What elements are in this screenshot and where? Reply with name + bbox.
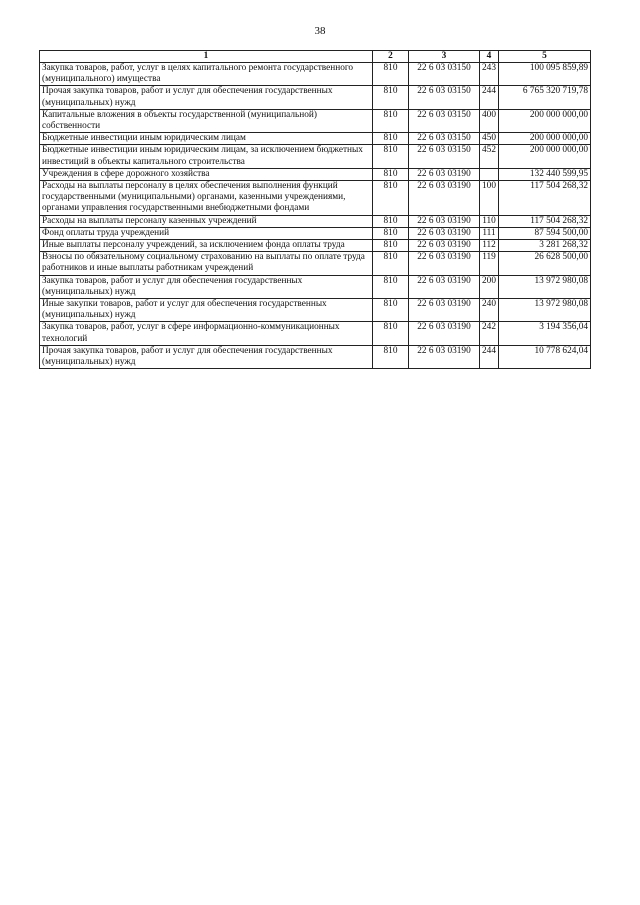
table-row xyxy=(40,275,591,298)
target-article-cell: 22 6 03 03190 xyxy=(409,322,480,345)
amount-cell: 200 000 000,00 xyxy=(499,133,591,145)
ministry-code-cell: 810 xyxy=(373,322,409,345)
header-col-2: 2 xyxy=(373,51,409,63)
expense-type-cell: 240 xyxy=(480,299,499,322)
expense-type-cell: 452 xyxy=(480,145,499,168)
ministry-code-cell: 810 xyxy=(373,168,409,180)
target-article-cell: 22 6 03 03190 xyxy=(409,168,480,180)
table-row xyxy=(40,227,591,239)
page-number: 38 xyxy=(314,25,326,37)
amount-cell: 200 000 000,00 xyxy=(499,145,591,168)
ministry-code-cell: 810 xyxy=(373,63,409,86)
name-cell: Иные закупки товаров, работ и услуг для обеспечения государственных (муниципальных) нужд xyxy=(40,299,373,322)
table-row xyxy=(40,252,591,275)
amount-cell: 100 095 859,89 xyxy=(499,63,591,86)
name-cell: Закупка товаров, работ и услуг для обеспечения государственных (муниципальных) нужд xyxy=(40,275,373,298)
ministry-code-cell: 810 xyxy=(373,345,409,368)
name-cell: Прочая закупка товаров, работ и услуг для обеспечения государственных (муниципальных) нужд xyxy=(40,345,373,368)
table-row xyxy=(40,240,591,252)
header-row xyxy=(40,51,591,63)
table-row xyxy=(40,322,591,345)
target-article-cell: 22 6 03 03190 xyxy=(409,252,480,275)
target-article-cell: 22 6 03 03150 xyxy=(409,109,480,132)
ministry-code-cell: 810 xyxy=(373,299,409,322)
target-article-cell: 22 6 03 03150 xyxy=(409,86,480,109)
target-article-cell: 22 6 03 03190 xyxy=(409,275,480,298)
table-row xyxy=(40,299,591,322)
target-article-cell: 22 6 03 03190 xyxy=(409,181,480,216)
ministry-code-cell: 810 xyxy=(373,275,409,298)
name-cell: Фонд оплаты труда учреждений xyxy=(40,227,373,239)
table-row xyxy=(40,181,591,216)
amount-cell: 3 281 268,32 xyxy=(499,240,591,252)
name-cell: Иные выплаты персоналу учреждений, за исключением фонда оплаты труда xyxy=(40,240,373,252)
expense-type-cell: 450 xyxy=(480,133,499,145)
ministry-code-cell: 810 xyxy=(373,145,409,168)
amount-cell: 200 000 000,00 xyxy=(499,109,591,132)
amount-cell: 13 972 980,08 xyxy=(499,275,591,298)
amount-cell: 87 594 500,00 xyxy=(499,227,591,239)
table-row xyxy=(40,133,591,145)
name-cell: Капитальные вложения в объекты государственной (муниципальной) собственности xyxy=(40,109,373,132)
target-article-cell: 22 6 03 03190 xyxy=(409,299,480,322)
header-col-4: 4 xyxy=(480,51,499,63)
amount-cell: 117 504 268,32 xyxy=(499,215,591,227)
name-cell: Закупка товаров, работ, услуг в целях капитального ремонта государственного (муниципального) имущества xyxy=(40,63,373,86)
amount-cell: 117 504 268,32 xyxy=(499,181,591,216)
name-cell: Бюджетные инвестиции иным юридическим лицам xyxy=(40,133,373,145)
table-row xyxy=(40,345,591,368)
name-cell: Закупка товаров, работ, услуг в сфере информационно-коммуникационных технологий xyxy=(40,322,373,345)
ministry-code-cell: 810 xyxy=(373,109,409,132)
name-cell: Расходы на выплаты персоналу казенных учреждений xyxy=(40,215,373,227)
ministry-code-cell: 810 xyxy=(373,240,409,252)
table-body xyxy=(40,63,591,369)
amount-cell: 6 765 320 719,78 xyxy=(499,86,591,109)
expense-type-cell: 110 xyxy=(480,215,499,227)
header-col-1: 1 xyxy=(40,51,373,63)
expense-type-cell: 243 xyxy=(480,63,499,86)
amount-cell: 26 628 500,00 xyxy=(499,252,591,275)
name-cell: Учреждения в сфере дорожного хозяйства xyxy=(40,168,373,180)
ministry-code-cell: 810 xyxy=(373,227,409,239)
expense-type-cell: 400 xyxy=(480,109,499,132)
expense-type-cell xyxy=(480,168,499,180)
target-article-cell: 22 6 03 03150 xyxy=(409,145,480,168)
ministry-code-cell: 810 xyxy=(373,215,409,227)
table-row xyxy=(40,86,591,109)
target-article-cell: 22 6 03 03150 xyxy=(409,133,480,145)
table-row xyxy=(40,63,591,86)
header-col-3: 3 xyxy=(409,51,480,63)
ministry-code-cell: 810 xyxy=(373,133,409,145)
amount-cell: 3 194 356,04 xyxy=(499,322,591,345)
expense-type-cell: 244 xyxy=(480,86,499,109)
expense-type-cell: 244 xyxy=(480,345,499,368)
target-article-cell: 22 6 03 03190 xyxy=(409,215,480,227)
expense-type-cell: 200 xyxy=(480,275,499,298)
expense-type-cell: 100 xyxy=(480,181,499,216)
name-cell: Прочая закупка товаров, работ и услуг для обеспечения государственных (муниципальных) нужд xyxy=(40,86,373,109)
table-row xyxy=(40,215,591,227)
expense-type-cell: 119 xyxy=(480,252,499,275)
name-cell: Взносы по обязательному социальному страхованию на выплаты по оплате труда работников и иные выплаты работникам учреждений xyxy=(40,252,373,275)
expense-type-cell: 242 xyxy=(480,322,499,345)
amount-cell: 13 972 980,08 xyxy=(499,299,591,322)
target-article-cell: 22 6 03 03190 xyxy=(409,227,480,239)
table-row xyxy=(40,109,591,132)
expense-type-cell: 111 xyxy=(480,227,499,239)
target-article-cell: 22 6 03 03190 xyxy=(409,240,480,252)
table-row xyxy=(40,168,591,180)
name-cell: Расходы на выплаты персоналу в целях обеспечения выполнения функций государственными (муниципальными) органами, казенными учреждениями, органами управления государственными внебюджетными фондами xyxy=(40,181,373,216)
ministry-code-cell: 810 xyxy=(373,181,409,216)
expense-type-cell: 112 xyxy=(480,240,499,252)
amount-cell: 10 778 624,04 xyxy=(499,345,591,368)
header-col-5: 5 xyxy=(499,51,591,63)
ministry-code-cell: 810 xyxy=(373,86,409,109)
table-row xyxy=(40,145,591,168)
target-article-cell: 22 6 03 03190 xyxy=(409,345,480,368)
target-article-cell: 22 6 03 03150 xyxy=(409,63,480,86)
budget-table xyxy=(39,50,591,369)
amount-cell: 132 440 599,95 xyxy=(499,168,591,180)
name-cell: Бюджетные инвестиции иным юридическим лицам, за исключением бюджетных инвестиций в объекты капитального строительства xyxy=(40,145,373,168)
ministry-code-cell: 810 xyxy=(373,252,409,275)
